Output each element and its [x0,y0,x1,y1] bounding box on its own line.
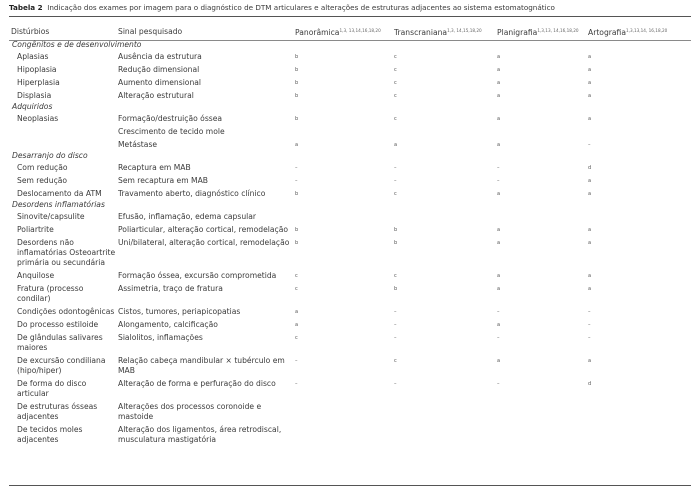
indication-mark: – [394,380,397,387]
sign-cell: Assimetria, traço de fratura [118,283,223,293]
disorder-cell: Sem redução [17,175,68,185]
indication-mark: b [295,226,299,233]
indication-mark: b [394,239,398,246]
indication-mark: b [295,66,299,73]
disorder-cell: De excursão condiliana (hipo/hiper) [17,355,106,375]
table-row [9,377,691,400]
indication-mark: – [295,380,298,387]
sign-cell: Alongamento, calcificação [118,319,218,329]
indication-mark: a [497,357,501,364]
table-row [9,423,691,446]
section-label: Congênitos e de desenvolvimento [12,40,142,49]
indication-mark [497,210,588,223]
indication-mark: a [588,357,592,364]
indication-mark [497,400,588,423]
sign-cell: Sialolitos, inflamações [118,332,203,342]
indication-mark: a [588,115,592,122]
top-rule [9,16,691,17]
disorder-cell: Hiperplasia [17,77,60,87]
indication-mark: a [497,141,501,148]
indication-mark: a [588,239,592,246]
sign-cell: Alteração estrutural [118,90,194,100]
indication-mark: a [497,92,501,99]
disorder-cell: Condições odontogênicas [17,306,115,316]
indication-mark: – [588,308,591,315]
table-row [9,89,691,102]
indication-mark [394,400,497,423]
indication-mark: – [394,164,397,171]
table-row [9,174,691,187]
indication-mark: b [295,190,299,197]
indication-mark: – [394,334,397,341]
indication-mark: a [588,272,592,279]
sign-cell: Alteração de forma e perfuração do disco [118,378,276,388]
indication-mark: a [588,92,592,99]
indication-mark: b [295,92,299,99]
indication-mark: b [295,239,299,246]
indication-mark: a [295,308,299,315]
table-row [9,354,691,377]
indication-mark: b [394,285,398,292]
indication-mark: a [588,177,592,184]
section-row [9,200,691,210]
indication-mark: a [588,285,592,292]
disorder-cell: Hipoplasia [17,64,57,74]
disorder-cell: De estruturas ósseas adjacentes [17,401,98,421]
indication-mark: b [394,226,398,233]
section-row [9,151,691,161]
table-caption-label: Tabela 2 [9,3,43,12]
indication-mark: a [588,79,592,86]
table-row [9,161,691,174]
indication-mark [588,125,691,138]
table-caption-text: Indicação dos exames por imagem para o diagnóstico de DTM articulares e alterações de estruturas adjacentes ao sistema estomatognático [47,3,555,12]
indication-mark: c [394,190,397,197]
indication-mark: – [295,357,298,364]
disorder-cell: Com redução [17,162,68,172]
header-panoramica: Panorâmica$^{1,3, 13,14,16,18,20}$ [295,27,381,37]
disorder-cell: De forma do disco articular [17,378,87,398]
disorder-cell: Anquilose [17,270,55,280]
indication-mark [295,210,394,223]
indication-mark: a [497,115,501,122]
sign-cell: Alterações dos processos coronoide e mastoide [118,401,262,421]
table-row [9,112,691,125]
table-row [9,305,691,318]
table-row [9,331,691,354]
indication-mark: a [497,272,501,279]
indication-mark: – [588,141,591,148]
indication-mark: – [497,177,500,184]
table-row [9,400,691,423]
indication-mark: c [394,272,397,279]
indication-mark: d [588,380,592,387]
indication-mark: – [497,308,500,315]
indication-mark: c [394,357,397,364]
table-row [9,223,691,236]
sign-cell: Formação/destruição óssea [118,113,223,123]
indication-mark: – [295,177,298,184]
indication-mark: b [295,79,299,86]
disorder-cell: Aplasias [17,51,49,61]
sign-cell: Metástase [118,139,158,149]
header-artografia: Artografia$^{1,3,13,14, 16,18,20}$ [588,27,668,37]
table-row [9,282,691,305]
sign-cell: Cistos, tumores, periapicopatias [118,306,241,316]
disorder-cell: Do processo estiloide [17,319,99,329]
sign-cell: Recaptura em MAB [118,162,191,172]
indication-mark [394,125,497,138]
disorder-cell [9,138,118,151]
sign-cell: Redução dimensional [118,64,200,74]
table-row [9,125,691,138]
header-sinal: Sinal pesquisado [118,26,183,36]
indication-mark: – [497,334,500,341]
header-transcraniana: Transcraniana$^{1,3, 14,15,18,20}$ [394,27,482,37]
indication-mark: c [394,115,397,122]
indication-mark: d [588,164,592,171]
indication-mark: a [497,321,501,328]
table-row [9,318,691,331]
indication-mark: a [497,285,501,292]
disorder-cell [9,125,118,138]
indication-mark: c [394,66,397,73]
indication-mark: a [588,66,592,73]
indication-mark: a [588,190,592,197]
indication-mark: c [295,285,298,292]
indication-mark: – [588,321,591,328]
sign-cell: Poliarticular, alteração cortical, remodelação [118,224,289,234]
indication-mark: a [497,66,501,73]
indication-mark: c [295,272,298,279]
table-body [9,40,691,446]
sign-cell: Crescimento de tecido mole [118,126,225,136]
sign-cell: Uni/bilateral, alteração cortical, remodelação [118,237,290,247]
indication-mark [394,210,497,223]
exam-indication-table [9,23,691,446]
table-row [9,269,691,282]
indication-mark [295,400,394,423]
header-planigrafia: Planigrafia$^{1,3,13, 14,16,18,20}$ [497,27,579,37]
section-label: Desordens inflamatórias [12,200,105,209]
header-row [9,23,691,40]
table-row [9,50,691,63]
section-label: Adquiridos [12,102,53,111]
section-label: Desarranjo do disco [12,151,88,160]
disorder-cell: De tecidos moles adjacentes [17,424,83,444]
table-row [9,210,691,223]
sign-cell: Ausência da estrutura [118,51,202,61]
indication-mark: a [295,321,299,328]
indication-mark: – [588,334,591,341]
indication-mark: c [295,334,298,341]
indication-mark [497,125,588,138]
indication-mark: c [394,53,397,60]
indication-mark: – [394,308,397,315]
indication-mark: a [295,141,299,148]
bottom-rule [9,485,691,486]
indication-mark: b [295,53,299,60]
table-row [9,76,691,89]
disorder-cell: Desordens não inflamatórias Osteoartrite primária ou secundária [17,237,116,267]
sign-cell: Aumento dimensional [118,77,202,87]
indication-mark [295,125,394,138]
indication-mark [588,400,691,423]
table-caption [9,3,555,12]
indication-mark [295,423,394,446]
indication-mark: – [497,164,500,171]
indication-mark: a [497,239,501,246]
indication-mark: a [497,79,501,86]
table-row [9,236,691,269]
indication-mark: a [497,226,501,233]
indication-mark [497,423,588,446]
indication-mark [394,423,497,446]
table-row [9,63,691,76]
indication-mark: – [394,321,397,328]
indication-mark [588,210,691,223]
disorder-cell: De glândulas salivares maiores [17,332,103,352]
table-row [9,138,691,151]
sign-cell: Alteração dos ligamentos, área retrodiscal, musculatura mastigatória [118,424,282,444]
indication-mark [588,423,691,446]
disorder-cell: Neoplasias [17,113,59,123]
sign-cell: Travamento aberto, diagnóstico clínico [118,188,266,198]
disorder-cell: Poliartrite [17,224,54,234]
header-disturbios: Distúrbios [11,26,50,36]
indication-mark: c [394,92,397,99]
disorder-cell: Fratura (processo condilar) [17,283,84,303]
disorder-cell: Deslocamento da ATM [17,188,102,198]
disorder-cell: Sinovite/capsulite [17,211,85,221]
indication-mark: – [295,164,298,171]
indication-mark: a [588,226,592,233]
indication-mark: – [497,380,500,387]
indication-mark: a [394,141,398,148]
sign-cell: Formação óssea, excursão comprometida [118,270,277,280]
table-row [9,187,691,200]
indication-mark: a [588,53,592,60]
sign-cell: Relação cabeça mandibular × tubérculo em MAB [118,355,285,375]
indication-mark: c [394,79,397,86]
indication-mark: – [394,177,397,184]
sign-cell: Efusão, inflamação, edema capsular [118,211,257,221]
section-row [9,102,691,112]
section-row [9,40,691,50]
disorder-cell: Displasia [17,90,52,100]
sign-cell: Sem recaptura em MAB [118,175,208,185]
indication-mark: b [295,115,299,122]
indication-mark: a [497,190,501,197]
indication-mark: a [497,53,501,60]
